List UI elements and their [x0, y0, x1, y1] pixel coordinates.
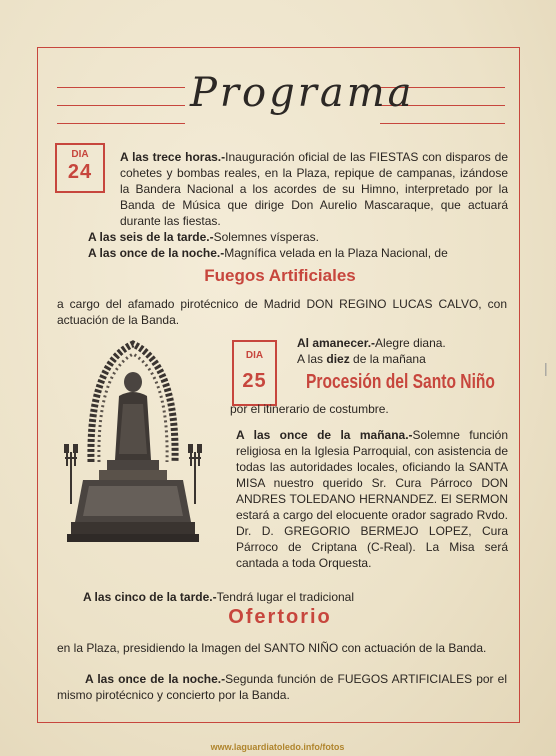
paragraph-text: A las — [297, 352, 327, 366]
ofertorio-heading: Ofertorio — [228, 606, 332, 628]
paragraph-velada — [88, 245, 513, 261]
day-badge-25 — [232, 340, 277, 406]
paragraph-fuegos: a cargo del afamado pirotécnico de Madrid DON REGINO LUCAS CALVO, con actuación de la Banda. — [57, 297, 507, 327]
time-heading: Al amanecer.- — [297, 336, 376, 350]
paragraph-text: Segunda función de FUEGOS ARTIFICIALES por el mismo pirotécnico y concierto por la Banda. — [57, 672, 507, 702]
time-heading: diez — [326, 352, 350, 366]
watermark-url: www.laguardiatoledo.info/fotos — [210, 742, 345, 752]
day-number: 24 — [67, 161, 93, 183]
paragraph-text: Alegre diana. — [375, 336, 446, 350]
paragraph-inauguracion — [120, 149, 508, 229]
santo-nino-illustration — [63, 334, 203, 556]
paragraph-visperas — [88, 229, 508, 245]
paragraph-text: de la mañana — [349, 352, 426, 366]
paragraph-text: Solemne función religiosa en la Iglesia Parroquial, con asistencia de todas las autoridades locales, oficiando la SANTA MISA nuestro querido Sr. Cura Párroco DON ANDRES TOLEDANO HERNANDEZ. El SERMON estará a cargo del elocuente orador sagrado Rvdo. Dr. D. GREGORIO BERMEJO LOPEZ, Cura Párroco de Criptana (C-Real). La Misa será cantada a toda Orquesta. — [236, 428, 508, 570]
page-title: Programa — [190, 70, 415, 116]
time-heading: A las once de la noche.- — [85, 672, 226, 686]
header-rule — [57, 87, 185, 88]
paragraph-itinerario: por el itinerario de costumbre. — [230, 402, 389, 416]
paragraph-diez — [297, 351, 507, 367]
fuegos-heading: Fuegos Artificiales — [204, 266, 356, 285]
day-label: DIA — [245, 350, 264, 361]
paragraph-misa — [236, 427, 508, 571]
paragraph-text: Inauguración oficial de las FIESTAS con disparos de cohetes y bombas reales, en la Plaza, repique de campanas, izándose la Bandera Nacional a los acordes de su Himno, interpretado por la Banda de Música que dirige Don Aurelio Mascaraque, que actuará durante las fiestas. — [120, 150, 508, 228]
day-number: 25 — [242, 370, 267, 392]
header-rule — [57, 123, 185, 124]
header-rule — [57, 105, 185, 106]
day-label: DIA — [71, 149, 89, 160]
time-heading: A las once de la mañana.- — [236, 428, 413, 442]
day-badge-24 — [55, 143, 105, 193]
time-heading: A las cinco de la tarde.- — [83, 590, 217, 604]
time-heading: A las trece horas.- — [120, 150, 226, 164]
procesion-heading: Procesión del Santo Niño — [306, 371, 495, 393]
paragraph-cinco — [83, 589, 503, 605]
time-heading: A las seis de la tarde.- — [88, 230, 214, 244]
margin-mark: | — [544, 360, 548, 376]
paragraph-text: Solemnes vísperas. — [213, 230, 320, 244]
paragraph-ofertorio: en la Plaza, presidiendo la Imagen del SANTO NIÑO con actuación de la Banda. — [57, 641, 487, 655]
paragraph-text: Tendrá lugar el tradicional — [216, 590, 355, 604]
paragraph-segunda-funcion — [57, 671, 507, 703]
header-rule — [380, 123, 505, 124]
time-heading: A las once de la noche.- — [88, 246, 225, 260]
paragraph-diana — [297, 335, 507, 351]
paragraph-text: Magnífica velada en la Plaza Nacional, de — [224, 246, 448, 260]
